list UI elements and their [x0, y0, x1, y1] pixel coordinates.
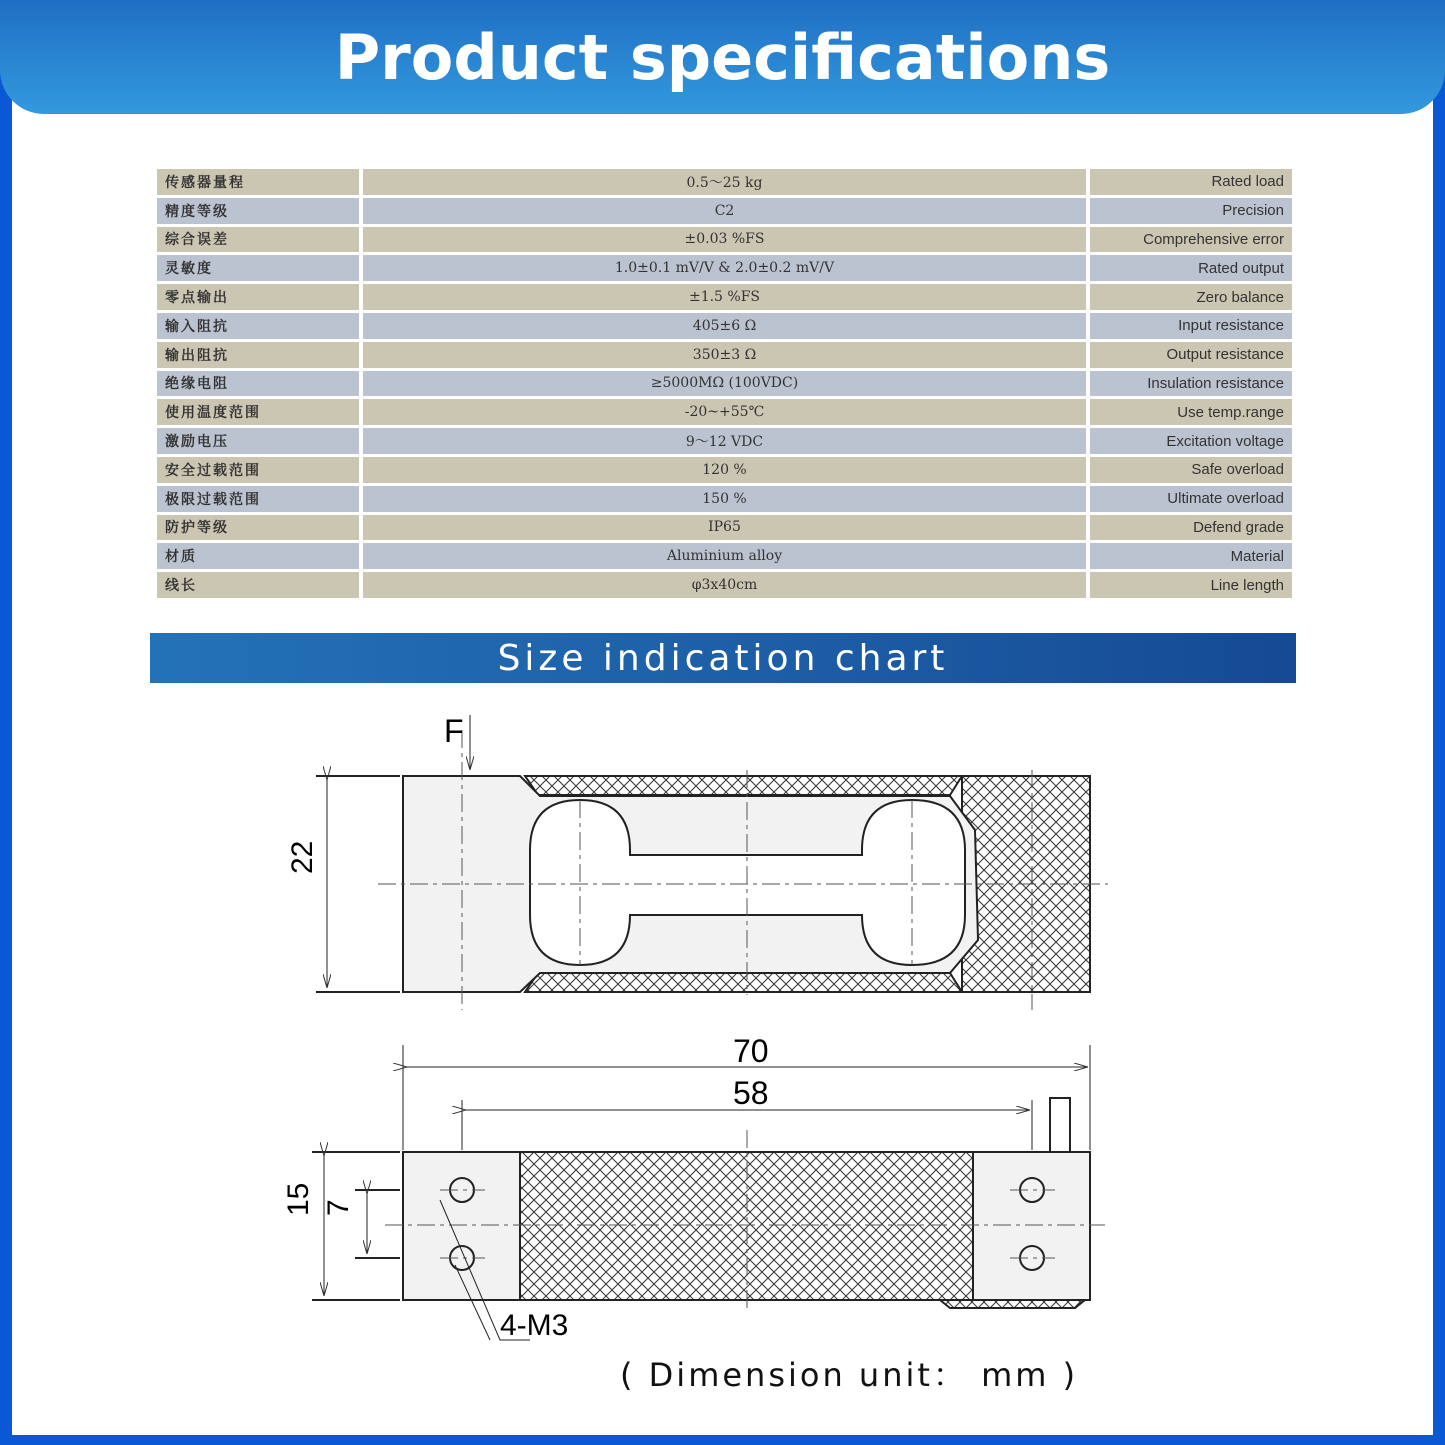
spec-value: 0.5～25 kg: [363, 169, 1086, 195]
spec-label-cn: 线长: [157, 572, 359, 598]
spec-row: [157, 399, 1292, 425]
spec-label-cn: 极限过载范围: [157, 486, 359, 512]
spec-value: 405±6 Ω: [363, 313, 1086, 339]
spec-label-cn: 综合误差: [157, 227, 359, 253]
spec-value: -20~+55℃: [363, 399, 1086, 425]
spec-label-en: Use temp.range: [1090, 399, 1292, 425]
spec-label-en: Excitation voltage: [1090, 428, 1292, 454]
spec-row: [157, 255, 1292, 281]
dimension-unit-note: ( Dimension unit： mm ): [620, 1356, 1079, 1394]
header-banner: [0, 0, 1445, 114]
spec-row: [157, 313, 1292, 339]
spec-row: [157, 169, 1292, 195]
length-dim-label: 70: [733, 1033, 769, 1069]
section-title: Size indication chart: [497, 637, 949, 679]
spec-label-cn: 防护等级: [157, 515, 359, 541]
spec-row: [157, 486, 1292, 512]
force-label: F: [444, 713, 464, 749]
spec-label-en: Insulation resistance: [1090, 371, 1292, 397]
spec-row: [157, 515, 1292, 541]
spec-value: 350±3 Ω: [363, 342, 1086, 368]
spec-value: Aluminium alloy: [363, 543, 1086, 569]
spec-label-cn: 安全过载范围: [157, 457, 359, 483]
spec-label-en: Defend grade: [1090, 515, 1292, 541]
dimension-drawing: [0, 690, 1445, 1410]
side-height-dim-label: 15: [282, 1182, 315, 1216]
spec-label-en: Ultimate overload: [1090, 486, 1292, 512]
spec-label-cn: 零点输出: [157, 284, 359, 310]
spec-row: [157, 543, 1292, 569]
spec-label-en: Rated output: [1090, 255, 1292, 281]
spec-label-cn: 输入阻抗: [157, 313, 359, 339]
spec-row: [157, 227, 1292, 253]
spec-label-en: Rated load: [1090, 169, 1292, 195]
spec-row: [157, 342, 1292, 368]
spec-label-cn: 灵敏度: [157, 255, 359, 281]
spec-label-cn: 传感器量程: [157, 169, 359, 195]
spec-row: [157, 284, 1292, 310]
spec-label-cn: 使用温度范围: [157, 399, 359, 425]
section-banner: [150, 633, 1296, 683]
hole-gap-dim-label: 7: [322, 1199, 355, 1216]
spec-value: C2: [363, 198, 1086, 224]
spec-label-cn: 绝缘电阻: [157, 371, 359, 397]
top-view: [316, 715, 1108, 1010]
spec-label-en: Zero balance: [1090, 284, 1292, 310]
spec-table: [153, 166, 1296, 601]
spec-label-en: Line length: [1090, 572, 1292, 598]
spec-label-cn: 激励电压: [157, 428, 359, 454]
spec-row: [157, 198, 1292, 224]
spec-row: [157, 371, 1292, 397]
spec-label-en: Safe overload: [1090, 457, 1292, 483]
spec-label-en: Comprehensive error: [1090, 227, 1292, 253]
spec-label-cn: 材质: [157, 543, 359, 569]
spec-row: [157, 457, 1292, 483]
spec-label-cn: 精度等级: [157, 198, 359, 224]
thread-label: 4-M3: [500, 1309, 569, 1342]
spec-value: φ3x40cm: [363, 572, 1086, 598]
height-dim-label: 22: [286, 840, 319, 874]
page-title: Product specifications: [334, 20, 1111, 94]
hole-span-dim-label: 58: [733, 1075, 769, 1111]
spec-value: 150 %: [363, 486, 1086, 512]
spec-label-en: Input resistance: [1090, 313, 1292, 339]
spec-label-en: Material: [1090, 543, 1292, 569]
spec-value: ±0.03 %FS: [363, 227, 1086, 253]
spec-label-en: Output resistance: [1090, 342, 1292, 368]
spec-value: 9～12 VDC: [363, 428, 1086, 454]
spec-row: [157, 572, 1292, 598]
spec-value: ≥5000MΩ (100VDC): [363, 371, 1086, 397]
spec-value: 120 %: [363, 457, 1086, 483]
spec-label-en: Precision: [1090, 198, 1292, 224]
spec-value: ±1.5 %FS: [363, 284, 1086, 310]
spec-value: IP65: [363, 515, 1086, 541]
spec-value: 1.0±0.1 mV/V & 2.0±0.2 mV/V: [363, 255, 1086, 281]
spec-label-cn: 输出阻抗: [157, 342, 359, 368]
side-view: [312, 1045, 1105, 1340]
spec-row: [157, 428, 1292, 454]
